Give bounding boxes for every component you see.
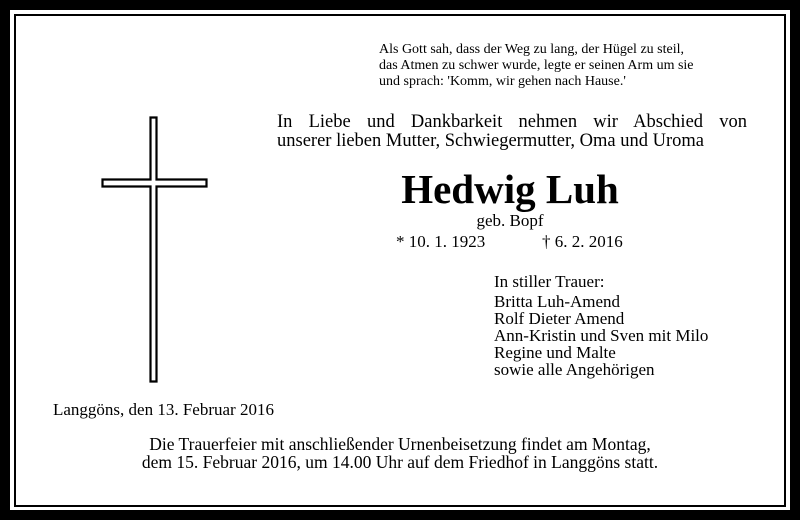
ceremony-line: dem 15. Februar 2016, um 14.00 Uhr auf dem Friedhof in Langgöns statt. bbox=[141, 452, 659, 472]
ceremony-info bbox=[60, 435, 740, 471]
quote-line: Als Gott sah, dass der Weg zu lang, der Hügel zu steil, bbox=[379, 42, 684, 57]
mourner-name: sowie alle Angehörigen bbox=[494, 360, 655, 379]
mourners-block bbox=[494, 272, 774, 378]
place-and-date: Langgöns, den 13. Februar 2016 bbox=[53, 400, 274, 419]
mourners-heading: In stiller Trauer: bbox=[494, 272, 605, 291]
quote-line: das Atmen zu schwer wurde, legte er seinen Arm um sie bbox=[379, 58, 694, 73]
mourner-name: Rolf Dieter Amend bbox=[494, 309, 625, 328]
memorial-quote bbox=[379, 42, 779, 90]
intro-line: unserer lieben Mutter, Schwiegermutter, Oma und Uroma bbox=[277, 131, 704, 151]
mourner-name: Regine und Malte bbox=[494, 343, 616, 362]
maiden-name: geb. Bopf bbox=[476, 211, 544, 230]
birth-date: * 10. 1. 1923 bbox=[396, 232, 486, 251]
mourner-name: Ann-Kristin und Sven mit Milo bbox=[494, 326, 709, 345]
quote-line: und sprach: 'Komm, wir gehen nach Hause.' bbox=[379, 74, 626, 89]
deceased-name: Hedwig Luh bbox=[401, 166, 619, 212]
mourner-name: Britta Luh-Amend bbox=[494, 292, 621, 311]
cross-icon bbox=[100, 115, 210, 385]
intro-line: In Liebe und Dankbarkeit nehmen wir Abschied von bbox=[277, 112, 747, 132]
intro-text bbox=[277, 113, 747, 151]
ceremony-line: Die Trauerfeier mit anschließender Urnenbeisetzung findet am Montag, bbox=[149, 434, 651, 454]
death-date: † 6. 2. 2016 bbox=[542, 232, 623, 251]
